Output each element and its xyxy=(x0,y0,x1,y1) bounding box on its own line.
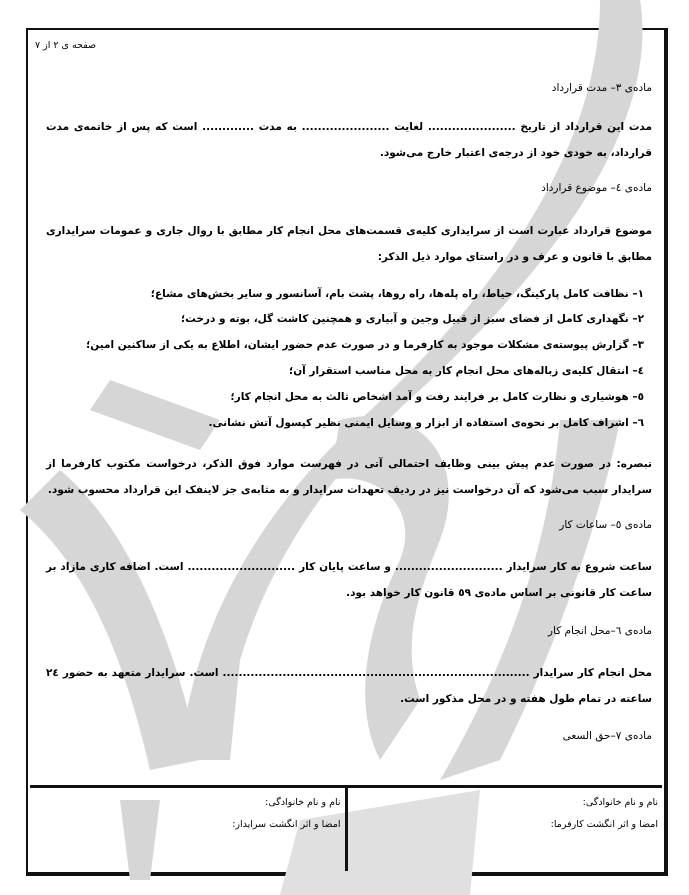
article-3-heading: ماده‌ی ۳– مدت قرارداد xyxy=(551,82,652,94)
article-4-note: تبصره: در صورت عدم پیش بینی وظایف احتمالی آتی در فهرست موارد فوق الذکر، درخواست مکتوب کارفرما از سرایدار سبب می‌شود که آن درخواست نیز در ردیف تعهدات سرایدار و به مثابه‌ی جز لاینفک این قرارداد محسوب شود. xyxy=(46,458,652,496)
article-6-text: محل انجام کار سرایدار ............................................................................. است. سرایدار متعهد به حضور ٢٤ ساعته در تمام طول هفته و در محل مذکور است. xyxy=(46,667,652,705)
page-number: صفحه ی ۲ از ۷ xyxy=(35,40,97,51)
article-5-text: ساعت شروع به کار سرایدار ........................... و ساعت پایان کار ........................... است. اضافه کاری مازاد بر ساعت کار قانونی بر اساس ماده‌ی ٥۹ قانون کار خواهد بود. xyxy=(46,561,652,599)
signature-table xyxy=(30,785,662,871)
employer-name-label: نام و نام خانوادگی: xyxy=(582,797,658,808)
list-item: ۲– نگهداری کامل از فضای سبز از قبیل وجین و آبیاری و همچنین کاشت گل، بوته و درخت؛ xyxy=(181,313,644,325)
article-4-text: موضوع قرارداد عبارت است از سرایداری کلیه‌ی قسمت‌های محل انجام کار مطابق با روال جاری و عمومات سرایداری مطابق با قانون و عرف و در راستای موارد ذیل الذکر: xyxy=(46,225,652,263)
caretaker-sign-label: امضا و اثر انگشت سرایدار: xyxy=(232,819,341,830)
article-4-heading: ماده‌ی ٤– موضوع قرارداد xyxy=(541,182,652,194)
employer-signature-cell xyxy=(348,788,663,871)
caretaker-signature-cell xyxy=(30,788,348,871)
list-item: ٦– اشراف کامل بر نحوه‌ی استفاده از ابزار و وسایل ایمنی نظیر کپسول آتش نشانی. xyxy=(208,417,644,429)
list-item: ٤– انتقال کلیه‌ی زباله‌های محل انجام کار به محل مناسب استقرار آن؛ xyxy=(289,365,644,377)
list-item: ٥– هوشیاری و نظارت کامل بر فرایند رفت و آمد اشخاص ثالث به محل انجام کار؛ xyxy=(230,391,644,403)
list-item: ۱– نظافت کامل پارکینگ، حیاط، راه پله‌ها، راه روها، پشت بام، آسانسور و سایر بخش‌های مشاع؛ xyxy=(150,288,644,300)
article-3-text: مدت این قرارداد از تاریخ ...................... لغایت ...................... به مدت ............. است که پس از خاتمه‌ی مدت قرارداد، به خودی خود از درجه‌ی اعتبار خارج می‌شود. xyxy=(46,121,652,159)
caretaker-name-label: نام و نام خانوادگی: xyxy=(265,797,341,808)
employer-sign-label: امضا و اثر انگشت کارفرما: xyxy=(550,819,658,830)
article-5-heading: ماده‌ی ٥– ساعات کار xyxy=(559,519,652,531)
article-7-heading: ماده‌ی ۷–حق السعی xyxy=(562,730,652,742)
list-item: ۳– گزارش پیوسته‌ی مشکلات موجود به کارفرما و در صورت عدم حضور ایشان، اطلاع به یکی از ساکنین امین؛ xyxy=(86,339,644,351)
article-6-heading: ماده‌ی ٦–محل انجام کار xyxy=(547,625,652,637)
